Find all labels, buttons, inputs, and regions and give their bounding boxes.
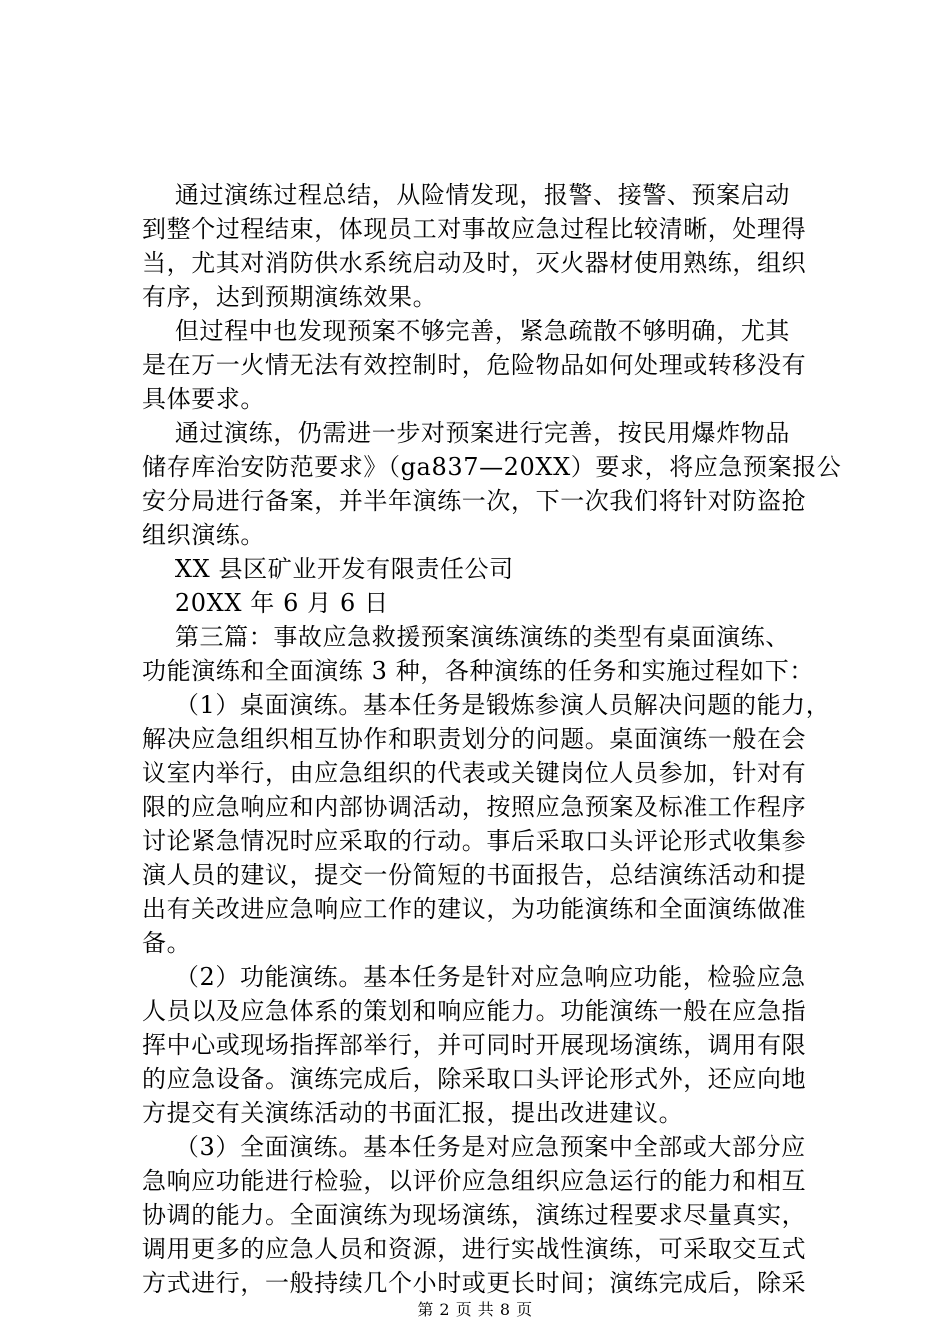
section-heading: 第三篇：事故应急救援预案演练演练的类型有桌面演练、 — [142, 623, 790, 651]
text-line: 方式进行，一般持续几个小时或更长时间；演练完成后，除采 — [142, 1269, 807, 1297]
text-line: 方提交有关演练活动的书面汇报，提出改进建议。 — [142, 1099, 684, 1127]
text-line: 通过演练，仍需进一步对预案进行完善，按民用爆炸物品 — [142, 419, 790, 447]
text-line: 急响应功能进行检验，以评价应急组织应急运行的能力和相互 — [142, 1167, 807, 1195]
text-line: 调用更多的应急人员和资源，进行实战性演练，可采取交互式 — [142, 1235, 807, 1263]
text-line: （1）桌面演练。基本任务是锻炼参演人员解决问题的能力， — [142, 691, 831, 719]
text-line: 当，尤其对消防供水系统启动及时，灭火器材使用熟练，组织 — [142, 249, 807, 277]
document-date: 20XX 年 6 月 6 日 — [142, 589, 389, 617]
text-line: 通过演练过程总结，从险情发现，报警、接警、预案启动 — [142, 181, 790, 209]
text-line: 协调的能力。全面演练为现场演练，演练过程要求尽量真实， — [142, 1201, 807, 1229]
company-name: XX 县区矿业开发有限责任公司 — [142, 555, 514, 583]
text-line: 限的应急响应和内部协调活动，按照应急预案及标准工作程序 — [142, 793, 807, 821]
text-line: 具体要求。 — [142, 385, 265, 413]
text-line: 挥中心或现场指挥部举行，并可同时开展现场演练，调用有限 — [142, 1031, 807, 1059]
text-line: （3）全面演练。基本任务是对应急预案中全部或大部分应 — [142, 1133, 806, 1161]
text-line: 到整个过程结束，体现员工对事故应急过程比较清晰，处理得 — [142, 215, 807, 243]
page-number: 第 2 页 共 8 页 — [417, 1300, 533, 1319]
text-line: 的应急设备。演练完成后，除采取口头评论形式外，还应向地 — [142, 1065, 807, 1093]
text-line: 储存库治安防范要求》（ga837—20XX）要求，将应急预案报公 — [142, 453, 842, 481]
text-line: 有序，达到预期演练效果。 — [142, 283, 438, 311]
text-line: 演人员的建议，提交一份简短的书面报告，总结演练活动和提 — [142, 861, 807, 889]
text-line: 组织演练。 — [142, 521, 265, 549]
text-line: 安分局进行备案，并半年演练一次，下一次我们将针对防盗抢 — [142, 487, 807, 515]
text-line: 解决应急组织相互协作和职责划分的问题。桌面演练一般在会 — [142, 725, 807, 753]
text-line: 是在万一火情无法有效控制时，危险物品如何处理或转移没有 — [142, 351, 807, 379]
text-line: 讨论紧急情况时应采取的行动。事后采取口头评论形式收集参 — [142, 827, 807, 855]
text-line: 出有关改进应急响应工作的建议，为功能演练和全面演练做准 — [142, 895, 807, 923]
text-line: 但过程中也发现预案不够完善，紧急疏散不够明确，尤其 — [142, 317, 790, 345]
text-line: 议室内举行，由应急组织的代表或关键岗位人员参加，针对有 — [142, 759, 807, 787]
text-line: 功能演练和全面演练 3 种，各种演练的任务和实施过程如下： — [142, 657, 814, 685]
text-line: （2）功能演练。基本任务是针对应急响应功能，检验应急 — [142, 963, 806, 991]
text-line: 备。 — [142, 929, 192, 957]
text-line: 人员以及应急体系的策划和响应能力。功能演练一般在应急指 — [142, 997, 807, 1025]
